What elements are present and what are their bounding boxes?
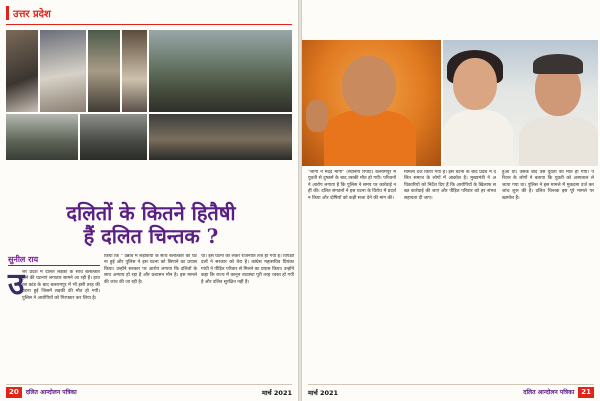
page-date (262, 386, 292, 398)
text-column-4: "लोगों ने मदद मांगी" (स्थानीय रिपोर्ट) बलरामपुर में युवती से दुष्कर्म के बाद उसकी मौत हो गयी। परिजनों ने आरोप लगाया है कि पुलिस ने समय पर कार्रवाई नहीं की। दलित संगठनों ने इस घटना के विरोध में प्रदर्शन किया और दोषियों को कड़ी सजा देने की मांग की। (308, 170, 396, 201)
photo-police-crowd (149, 30, 292, 112)
page-date (308, 386, 338, 398)
photo-accused-3 (88, 30, 120, 112)
headline-line-1: दलितों के कितने हितैषी (66, 201, 236, 225)
issue-date: मार्च 2021 (261, 388, 292, 397)
article-headline (6, 202, 296, 248)
footer-rule (308, 384, 594, 385)
section-rule (6, 24, 292, 25)
section-label: उत्तर प्रदेश (13, 9, 51, 20)
publication-name: दलित आन्दोलन पत्रिका (25, 389, 77, 396)
photo-speaker-portrait (302, 40, 441, 166)
text-column-1: त्तर प्रदेश में दलित लड़की के साथ बलात्कार होने की घटनाएं लगातार सामने आ रही हैं। हाथरस कांड के बाद बलरामपुर में भी इसी तरह की घटना हुई जिसमें लड़की की मौत हो गयी। पुलिस ने आरोपियों को गिरफ्तार कर लिया है। (22, 270, 100, 301)
leader-1-body (443, 110, 513, 166)
right-page (302, 0, 600, 401)
page-number: 21 (578, 387, 594, 398)
text-column-2: किया कि " उन्नाव में लड़कियों के साथ बलात्कार की घटना हुई और पुलिस ने इस घटना को छिपाने का प्रयास किया। उन्होंने सरकार पर आरोप लगाया कि दलितों के साथ अन्याय हो रहा है और प्रशासन मौन है। इस मामले की जांच की जा रही है। (104, 254, 197, 285)
photo-vehicles (6, 114, 78, 160)
footer-rule (6, 384, 292, 385)
section-tag-bar (6, 6, 9, 20)
speaker-hand (306, 100, 328, 132)
text-column-5: मामला दर्ज किया गया है। इस घटना के बाद प्रदेश में दलित समाज के लोगों में आक्रोश है। मुख्यमंत्री ने अधिकारियों को निर्देश दिए हैं कि आरोपियों के खिलाफ सख्त कार्रवाई की जाए और पीड़ित परिवार को हर संभव सहायता दी जाए। (404, 170, 496, 201)
left-page (0, 0, 298, 401)
drop-cap: उ (8, 267, 25, 302)
photo-accused-1 (6, 30, 38, 112)
leader-2-hair (533, 54, 583, 74)
publication-name: दलित आन्दोलन पत्रिका (523, 389, 575, 396)
byline-rule (8, 265, 100, 266)
byline: सुनील राय (8, 255, 39, 264)
photo-accused-4 (122, 30, 147, 112)
leader-1-face (453, 58, 497, 110)
issue-date: मार्च 2021 (308, 388, 339, 397)
text-column-6: हुआ था। उसके बाद उस युवती की मौत हो गयी। परिवार के लोगों ने बताया कि युवती को अस्पताल ले जाया गया था। पुलिस ने इस मामले में मुकदमा दर्ज कर जांच शुरू की है। दलित चिन्तक इस पूरे मामले पर खामोश हैं। (502, 170, 594, 201)
page-number: 20 (6, 387, 22, 398)
speaker-robe (324, 110, 416, 166)
photo-night-scene (80, 114, 147, 160)
photo-accused-2 (40, 30, 86, 112)
text-column-3: था। इस घटना को लेकर राजनीति तेज हो गयी है। विपक्षी दलों ने सरकार को घेरा है। कांग्रेस महासचिव प्रियंका गांधी ने पीड़ित परिवार से मिलने का प्रयास किया। उन्होंने कहा कि राज्य में कानून व्यवस्था पूरी तरह ध्वस्त हो गयी है और दलित सुरक्षित नहीं हैं। (201, 254, 294, 285)
photo-protest (149, 114, 292, 160)
page-footer (6, 386, 77, 398)
speaker-head (342, 56, 396, 116)
page-footer (523, 386, 594, 398)
photo-two-leaders (443, 40, 598, 166)
headline-line-2: हैं दलित चिन्तक ? (83, 224, 219, 248)
leader-2-body (519, 116, 598, 166)
section-tag (6, 6, 51, 20)
